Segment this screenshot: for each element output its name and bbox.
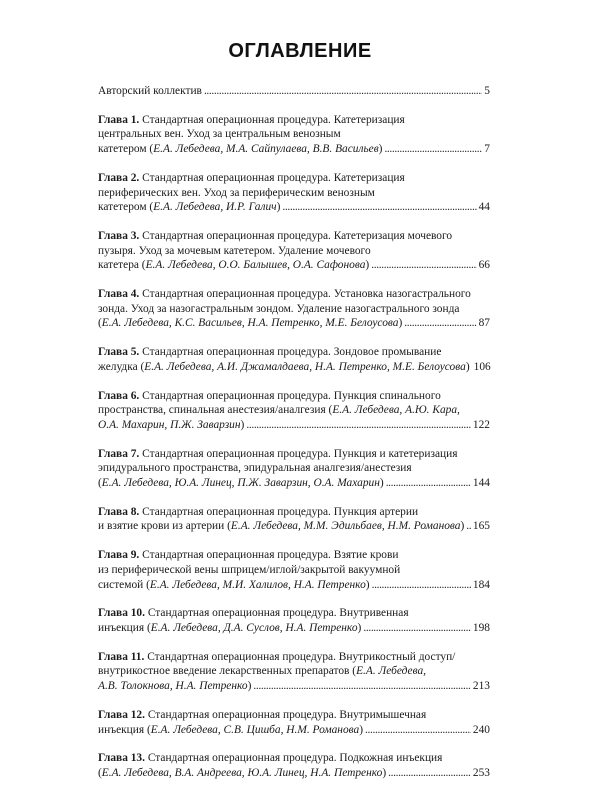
dot-leader — [204, 84, 482, 99]
entry-text: Стандартная операционная процедура. Катетеризация — [139, 113, 405, 126]
entry-text: ( — [98, 476, 102, 489]
chapter-authors: О.А. Махарин, П.Ж. Заварзин — [98, 418, 241, 431]
toc-entry[interactable] — [98, 345, 490, 374]
entry-text: ) — [465, 360, 470, 373]
page-number: 106 — [473, 360, 491, 373]
toc-entry-last-line — [98, 766, 490, 781]
chapter-number: Глава 5. — [98, 346, 140, 359]
dot-leader — [246, 418, 471, 433]
entry-text: из периферической вены шприцем/иглой/закрытой вакуумной — [98, 563, 401, 576]
chapter-number: Глава 3. — [98, 230, 140, 243]
chapter-number: Глава 7. — [98, 447, 140, 460]
entry-text: желудка ( — [98, 360, 145, 373]
toc-entry-line — [98, 563, 490, 578]
toc-entry-last-line — [98, 519, 490, 534]
entry-text: центральных вен. Уход за центральным венозным — [98, 128, 341, 141]
page-number: 240 — [472, 723, 490, 736]
page-number: 44 — [478, 201, 490, 214]
entry-text: катетера ( — [98, 259, 146, 272]
toc-entry-line — [98, 708, 490, 723]
entry-text: Стандартная операционная процедура. Пункция и катетеризация — [139, 447, 458, 460]
page-number: 253 — [472, 767, 490, 780]
entry-text: ) — [276, 201, 281, 214]
toc-entry[interactable] — [98, 84, 490, 99]
chapter-authors: Е.А. Лебедева, М.И. Халилов, Н.А. Петренко — [149, 578, 366, 591]
toc-entry[interactable] — [98, 606, 490, 635]
toc-entry-line — [98, 186, 490, 201]
entry-text: ) — [359, 723, 364, 736]
toc-entry-line — [98, 127, 490, 142]
chapter-authors: Е.А. Лебедева, М.М. Эдильбаев, Н.М. Романова — [230, 520, 461, 533]
chapter-number: Глава 2. — [98, 171, 140, 184]
chapter-authors: Е.А. Лебедева, О.О. Балышев, О.А. Сафонова — [145, 259, 366, 272]
entry-text: внутрикостное введение лекарственных препаратов ( — [98, 665, 357, 678]
entry-text: Стандартная операционная процедура. Зондовое промывание — [139, 346, 442, 359]
toc-entry-last-line — [98, 476, 490, 491]
chapter-authors: Е.А. Лебедева, Д.А. Суслов, Н.А. Петренко — [150, 622, 358, 634]
entry-text: ) — [379, 476, 384, 489]
toc-entry-line — [98, 606, 490, 621]
toc-entry-last-line — [98, 84, 490, 99]
toc-entry-line — [98, 461, 490, 476]
entry-text: инъекция ( — [98, 622, 151, 634]
entry-text: и взятие крови из артерии ( — [98, 520, 231, 533]
toc-entry[interactable] — [98, 287, 490, 331]
toc-entry[interactable] — [98, 650, 490, 694]
page-number: 7 — [484, 143, 490, 156]
toc-entry-line — [98, 751, 490, 766]
dot-leader — [365, 723, 471, 738]
chapter-number: Глава 8. — [98, 505, 140, 518]
entry-text: ) — [240, 418, 245, 431]
chapter-number: Глава 6. — [98, 389, 140, 402]
toc-entry-line — [98, 447, 490, 462]
toc-entry-last-line — [98, 621, 490, 636]
toc-entry[interactable] — [98, 229, 490, 273]
dot-leader — [363, 621, 471, 636]
page-number: 122 — [472, 418, 490, 431]
toc-entry-last-line — [98, 258, 490, 273]
dot-leader — [372, 578, 471, 593]
toc-entry[interactable] — [98, 708, 490, 737]
toc-entry[interactable] — [98, 505, 490, 534]
toc-entry[interactable] — [98, 113, 490, 157]
toc-entry-line — [98, 389, 490, 404]
entry-text: катетером ( — [98, 201, 154, 214]
entry-text: Стандартная операционная процедура. Взятие крови — [139, 549, 399, 562]
page-number: 87 — [478, 317, 490, 330]
entry-text: Стандартная операционная процедура. Внутримышечная — [144, 708, 427, 721]
entry-text: эпидурального пространства, эпидуральная аналгезия/анестезия — [98, 462, 412, 475]
entry-text: ( — [98, 767, 102, 780]
table-of-contents — [98, 84, 490, 795]
chapter-number: Глава 1. — [98, 113, 140, 126]
dot-leader — [253, 679, 471, 694]
chapter-number: Глава 12. — [98, 708, 145, 721]
toc-entry-line — [98, 113, 490, 128]
page-number: 144 — [472, 476, 490, 489]
entry-text: периферических вен. Уход за периферическим венозным — [98, 186, 375, 199]
toc-entry-line — [98, 244, 490, 259]
chapter-number: Глава 13. — [98, 752, 145, 765]
toc-entry-last-line — [98, 578, 490, 593]
entry-text: ) — [382, 767, 387, 780]
entry-text: катетером ( — [98, 143, 154, 156]
chapter-number: Глава 10. — [98, 607, 145, 620]
page-title: ОГЛАВЛЕНИЕ — [228, 40, 372, 62]
toc-entry-last-line — [98, 360, 490, 375]
chapter-authors: Е.А. Лебедева, А.И. Джамалдаева, Н.А. Петренко, М.Е. Белоусова — [144, 360, 466, 373]
entry-text: Стандартная операционная процедура. Катетеризация — [139, 171, 405, 184]
toc-entry-last-line — [98, 142, 490, 157]
entry-text: Стандартная операционная процедура. Внутрикостный доступ/ — [144, 650, 456, 663]
entry-text: ) — [365, 578, 370, 591]
entry-text: Стандартная операционная процедура. Пункция артерии — [139, 505, 419, 518]
dot-leader — [282, 200, 476, 215]
toc-entry-line — [98, 229, 490, 244]
entry-text: Авторский коллектив — [98, 85, 202, 97]
entry-text: Стандартная операционная процедура. Катетеризация мочевого — [139, 230, 453, 243]
toc-entry[interactable] — [98, 751, 490, 780]
chapter-authors: Е.А. Лебедева, М.А. Сайпулаева, В.В. Васильев — [153, 143, 379, 156]
toc-entry[interactable] — [98, 171, 490, 215]
toc-entry-last-line — [98, 316, 490, 331]
entry-text: ( — [98, 317, 102, 330]
page-number: 198 — [472, 622, 490, 634]
toc-entry-line — [98, 548, 490, 563]
chapter-authors: А.В. Толокнова, Н.А. Петренко — [98, 680, 248, 693]
chapter-number: Глава 9. — [98, 549, 140, 562]
page-number: 184 — [472, 578, 490, 591]
toc-entry-line — [98, 664, 490, 679]
entry-text: зонда. Уход за назогастральным зондом. Удаление назогастрального зонда — [98, 302, 460, 315]
entry-text: ) — [460, 520, 465, 533]
chapter-number: Глава 4. — [98, 288, 140, 301]
toc-entry-line — [98, 171, 490, 186]
dot-leader — [371, 258, 476, 273]
chapter-authors: Е.А. Лебедева, В.А. Андреева, Ю.А. Линец, Н.А. Петренко — [101, 767, 383, 780]
chapter-authors: Е.А. Лебедева, К.С. Васильев, Н.А. Петренко, М.Е. Белоусова — [101, 317, 399, 330]
toc-entry-last-line — [98, 418, 490, 433]
toc-entry[interactable] — [98, 389, 490, 433]
chapter-authors: Е.А. Лебедева, — [356, 665, 427, 678]
toc-entry-line — [98, 403, 490, 418]
entry-text: пузыря. Уход за мочевым катетером. Удаление мочевого — [98, 244, 371, 257]
toc-entry-last-line — [98, 200, 490, 215]
chapter-authors: Е.А. Лебедева, А.Ю. Кара, — [332, 404, 460, 417]
page-number: 165 — [472, 520, 490, 533]
toc-entry-line — [98, 650, 490, 665]
entry-text: Стандартная операционная процедура. Установка назогастрального — [139, 288, 471, 301]
chapter-authors: Е.А. Лебедева, И.Р. Галич — [153, 201, 277, 214]
entry-text: ) — [378, 143, 383, 156]
toc-entry[interactable] — [98, 548, 490, 592]
entry-text: инъекция ( — [98, 723, 151, 736]
toc-entry-line — [98, 302, 490, 317]
dot-leader — [386, 476, 471, 491]
page-number: 213 — [472, 680, 490, 693]
chapter-authors: Е.А. Лебедева, Ю.А. Линец, П.Ж. Заварзин, О.А. Махарин — [101, 476, 380, 489]
dot-leader — [466, 519, 471, 534]
chapter-number: Глава 11. — [98, 650, 145, 663]
toc-entry-line — [98, 345, 490, 360]
entry-text: Стандартная операционная процедура. Внутривенная — [144, 607, 409, 620]
entry-text: системой ( — [98, 578, 150, 591]
dot-leader — [384, 142, 482, 157]
toc-entry[interactable] — [98, 447, 490, 491]
page-number: 66 — [478, 259, 490, 272]
entry-text: Стандартная операционная процедура. Подкожная инъекция — [144, 752, 443, 765]
dot-leader — [404, 316, 476, 331]
entry-text: Стандартная операционная процедура. Пункция спинального — [139, 389, 441, 402]
entry-text: ) — [247, 680, 252, 693]
toc-entry-line — [98, 505, 490, 520]
entry-text: пространства, спинальная анестезия/аналгезия ( — [98, 404, 333, 417]
entry-text: ) — [398, 317, 403, 330]
toc-entry-last-line — [98, 723, 490, 738]
chapter-authors: Е.А. Лебедева, С.В. Цишба, Н.М. Романова — [150, 723, 360, 736]
dot-leader — [388, 766, 471, 781]
entry-text: ) — [357, 622, 362, 634]
page-number: 5 — [484, 85, 490, 97]
toc-entry-last-line — [98, 679, 490, 694]
toc-entry-line — [98, 287, 490, 302]
entry-text: ) — [365, 259, 370, 272]
